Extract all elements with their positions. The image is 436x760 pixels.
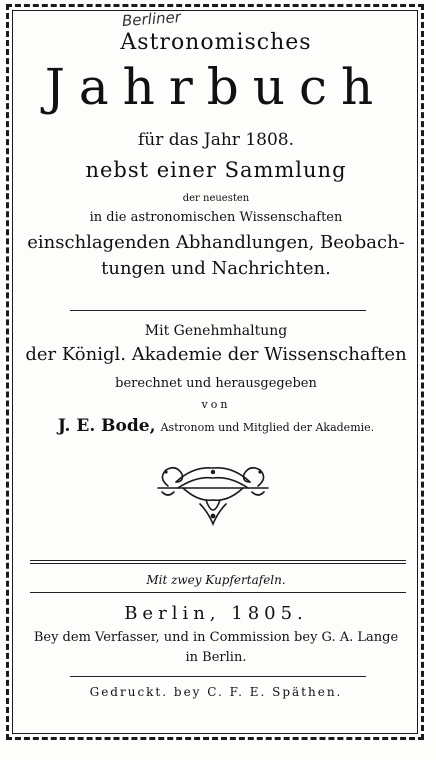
author-line: [14, 416, 418, 436]
decorative-border-inner: [12, 7, 418, 734]
authority-line-akademie: der Königl. Akademie der Wissenschaften: [25, 344, 407, 365]
imprint-publisher: Bey dem Verfasser, und in Commission bey G. A. Lange: [33, 630, 399, 645]
divider-rule: [30, 560, 406, 561]
title-line-wissenschaften: in die astronomischen Wissenschaften: [89, 210, 343, 225]
printer-line: Gedruckt. bey C. F. E. Späthen.: [89, 685, 343, 699]
divider-rule: [70, 310, 366, 311]
title-line-jahrbuch: Jahrbuch: [44, 58, 388, 116]
title-line-nachrichten: tungen und Nachrichten.: [101, 258, 331, 279]
authority-line-herausgegeben: berechnet und herausgegeben: [115, 376, 317, 391]
divider-rule: [30, 592, 406, 593]
author-role: Astronom und Mitglied der Akademie.: [160, 421, 375, 434]
title-line-astronomisches: Astronomisches: [120, 30, 312, 55]
authority-line-von: von: [201, 398, 231, 411]
divider-rule: [70, 676, 366, 677]
title-line-neuesten: der neuesten: [182, 193, 250, 204]
scroll-ornament-icon: [148, 458, 278, 528]
author-name: J. E. Bode,: [57, 416, 156, 436]
handwritten-annotation: Berliner: [121, 7, 182, 31]
divider-rule: [30, 563, 406, 564]
title-line-abhandlungen: einschlagenden Abhandlungen, Beobach-: [27, 232, 405, 253]
title-line-year: für das Jahr 1808.: [137, 130, 294, 150]
title-line-sammlung: nebst einer Sammlung: [85, 158, 347, 182]
imprint-place-year: Berlin, 1805.: [124, 603, 308, 624]
plates-note: Mit zwey Kupfertafeln.: [146, 573, 286, 587]
authority-line-genehmhaltung: Mit Genehmhaltung: [144, 323, 288, 339]
imprint-publisher-city: in Berlin.: [185, 650, 247, 665]
